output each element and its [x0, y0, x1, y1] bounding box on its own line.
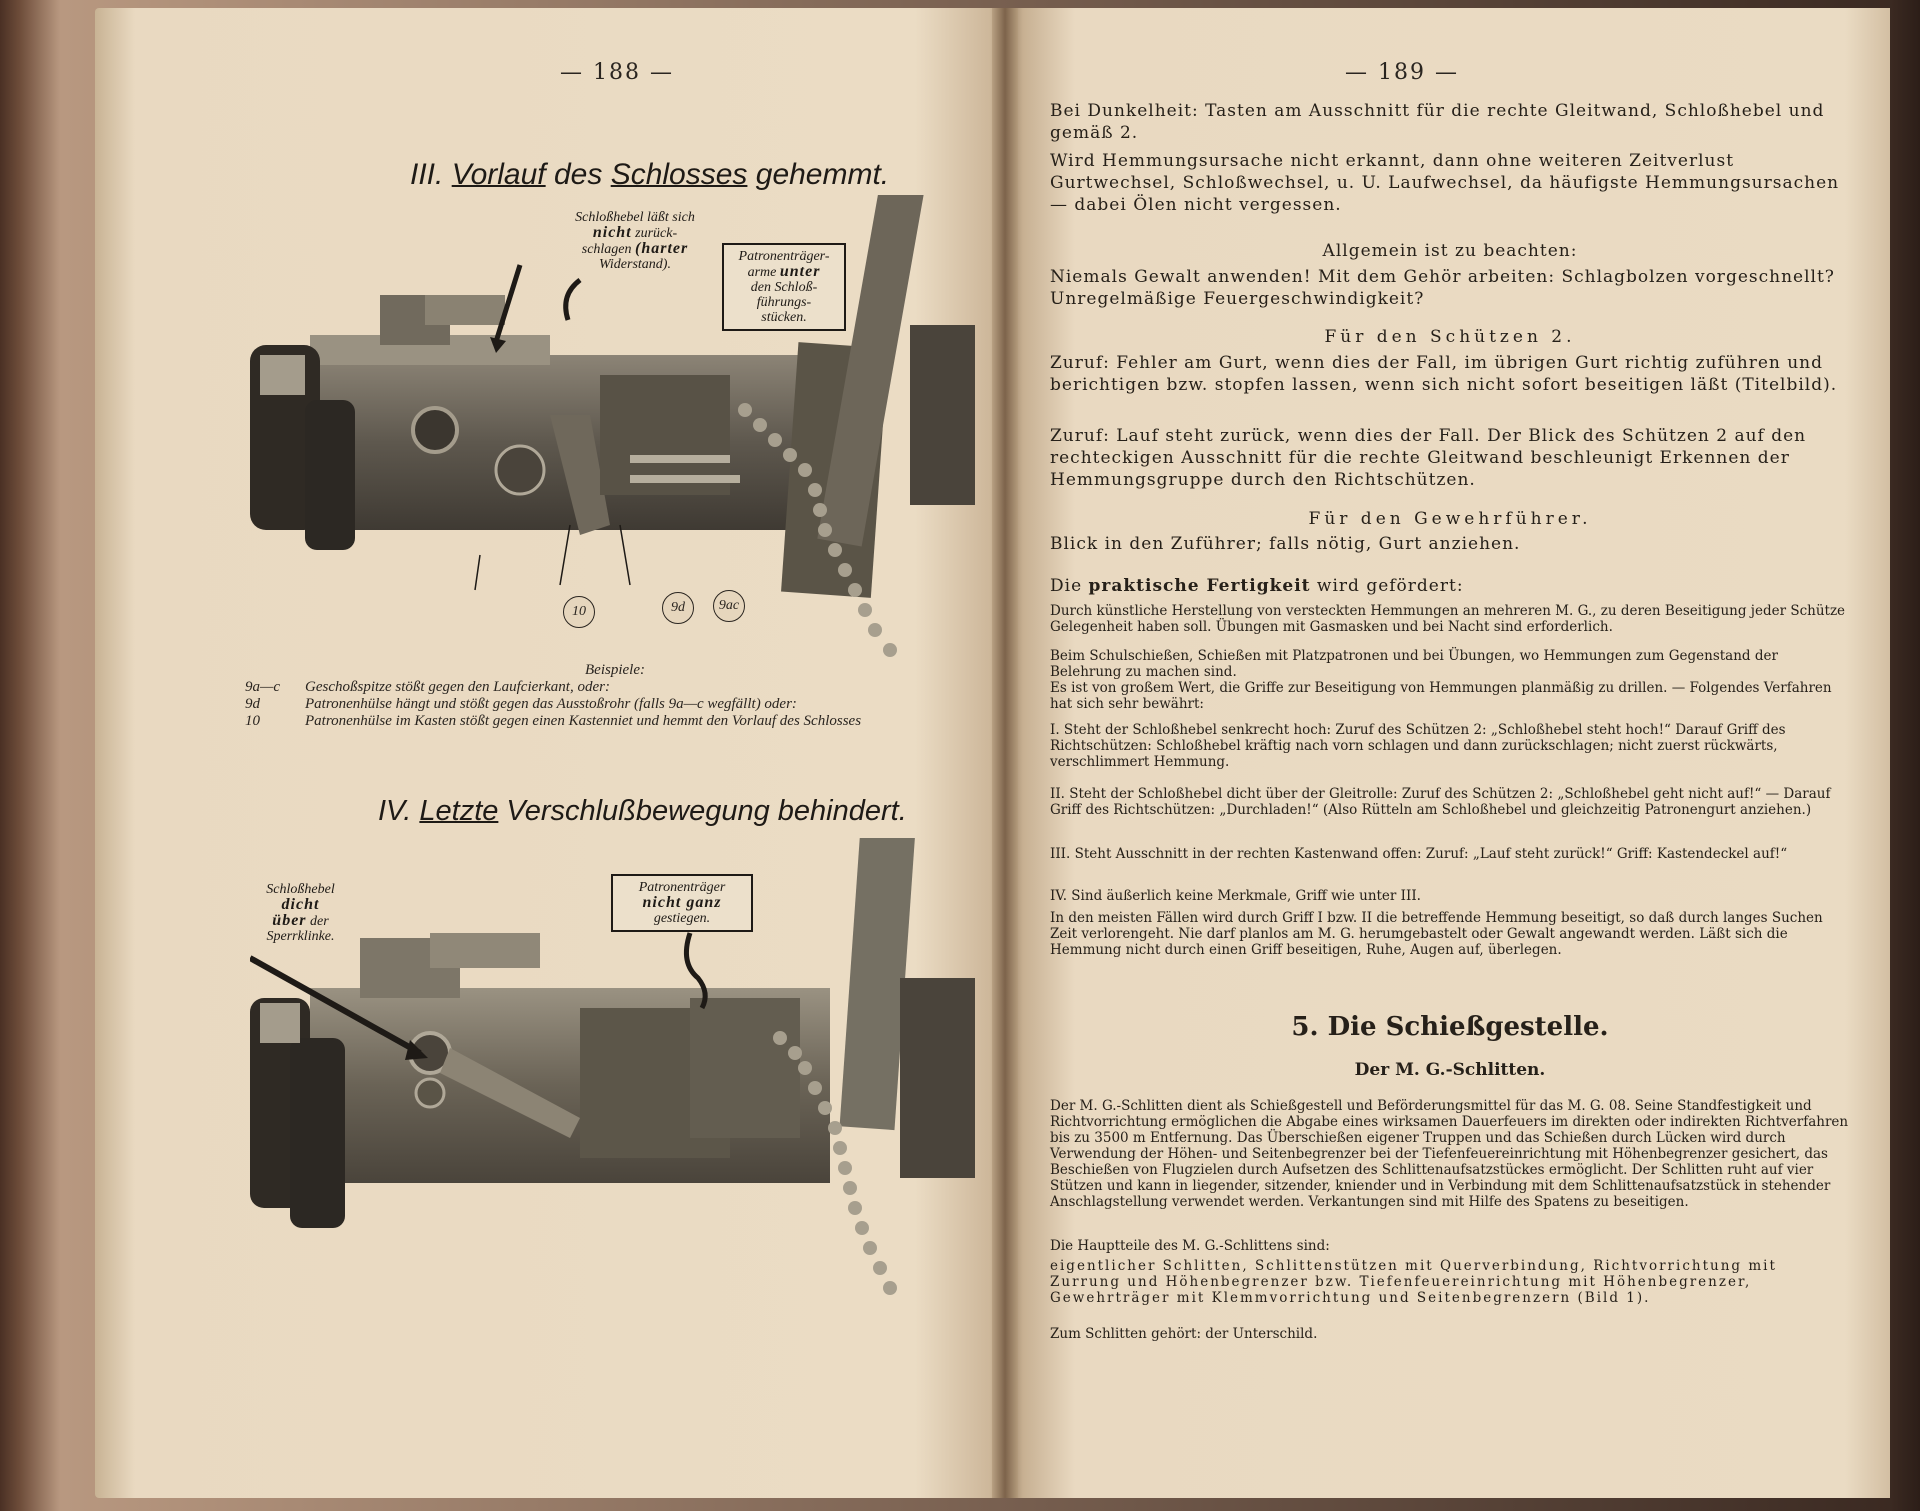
figure-marker-10: 10: [563, 596, 595, 628]
book-spine: [992, 8, 1018, 1498]
paragraph-blick-zufuehrer: Blick in den Zuführer; falls nötig, Gurt anziehen.: [1050, 534, 1521, 554]
paragraph-griff-4: IV. Sind äußerlich keine Merkmale, Griff wie unter III.: [1050, 888, 1421, 904]
paragraph-meisten-faellen: In den meisten Fällen wird durch Griff I bzw. II die betreffende Hemmung beseitigt, so daß durch langes Suchen Zeit verlorengeht. Nie darf planlos am M. G. herumgebastelt oder Gewalt angewandt werden. Läßt sich die Hemmung nicht durch einen Griff beseitigen, Ruhe, Augen auf, überlegen.: [1050, 910, 1823, 958]
figure-marker-9ac: 9ac: [713, 590, 745, 622]
paragraph-zuruf-lauf: Zuruf: Lauf steht zurück, wenn dies der Fall. Der Blick des Schützen 2 auf den rechteckigen Ausschnitt für die rechte Gleitwand beschleunigt Erkennen der Hemmungsgruppe durch den Richtschützen.: [1050, 426, 1807, 490]
paragraph-schulschiessen: Beim Schulschießen, Schießen mit Platzpatronen und bei Übungen, wo Hemmungen zum Gegenstand der Belehrung zu machen sind.: [1050, 648, 1778, 680]
heading-praktische-fertigkeit: Die praktische Fertigkeit wird gefördert:: [1050, 576, 1464, 596]
heading-gewehrfuehrer: Für den Gewehrführer.: [1308, 509, 1592, 529]
section-heading-4: IV. Letzte Verschlußbewegung behindert.: [378, 795, 907, 827]
heading-section-5: 5. Die Schießgestelle.: [1291, 1012, 1609, 1042]
examples-list: [245, 662, 861, 730]
heading-schuetze-2: Für den Schützen 2.: [1324, 327, 1576, 347]
paragraph-kuenstliche-herstellung: Durch künstliche Herstellung von versteckten Hemmungen an mehreren M. G., zu deren Beseitigung jeder Schütze Gelegenheit haben soll. Übungen mit Gasmasken und bei Nacht sind erforderlich.: [1050, 603, 1846, 635]
paragraph-dunkelheit: Bei Dunkelheit: Tasten am Ausschnitt für die rechte Gleitwand, Schloßhebel und gemäß 2.: [1050, 101, 1825, 143]
figure-marker-9d: 9d: [662, 592, 694, 624]
figure1-callout-left: Schloßhebel läßt sich nicht zurück- schlagen (harter Widerstand).: [575, 210, 695, 272]
paragraph-hauptteile: Die Hauptteile des M. G.-Schlittens sind:: [1050, 1238, 1330, 1254]
paragraph-schlitten-beschreibung: Der M. G.-Schlitten dient als Schießgestell und Beförderungsmittel für das M. G. 08. Seine Standfestigkeit und Richtvorrichtung ermöglichen die Abgabe eines wirksamen Dauerfeuers im direkten oder indirekten Richtverfahren bis zu 3500 m Entfernung. Das Überschießen eigener Truppen und das Schießen durch Lücken wird durch Verwendung der Höhen- und Seitenbegrenzer bei der Tiefenfeuereinrichtung mit Höhenbegrenzer gesichert, das Beschießen von Flugzielen durch Aufsetzen des Schlittenaufsatzstückes ermöglicht. Der Schlitten ruht auf vier Stützen und kann in liegender, sitzender, kniender und in Verbindung mit dem Schlittenaufsatzstück in stehender Anschlagstellung verwendet werden. Verkantungen sind mit Hilfe des Spatens zu beseitigen.: [1050, 1098, 1849, 1210]
example-row: 9d Patronenhülse hängt und stößt gegen das Ausstoßrohr (falls 9a—c wegfällt) oder:: [245, 696, 797, 712]
paragraph-niemals-gewalt: Niemals Gewalt anwenden! Mit dem Gehör arbeiten: Schlagbolzen vorgeschnellt? Unregelmäßige Feuergeschwindigkeit?: [1050, 267, 1835, 309]
paragraph-hemmungsursache: Wird Hemmungsursache nicht erkannt, dann ohne weiteren Zeitverlust Gurtwechsel, Schloßwechsel, u. U. Laufwechsel, da häufigste Hemmungsursachen — dabei Ölen nicht vergessen.: [1050, 151, 1840, 215]
paragraph-griff-3: III. Steht Ausschnitt in der rechten Kastenwand offen: Zuruf: „Lauf steht zurück!“ Griff: Kastendeckel auf!“: [1050, 846, 1788, 862]
paragraph-unterschild: Zum Schlitten gehört: der Unterschild.: [1050, 1326, 1318, 1342]
paragraph-griff-2: II. Steht der Schloßhebel dicht über der Gleitrolle: Zuruf des Schützen 2: „Schloßhebel geht nicht auf!“ — Darauf Griff des Richtschützen: „Durchladen!“ (Also Rütteln am Schloßhebel und gleichzeitig Patronengurt anziehen.): [1050, 786, 1831, 818]
page-number-left: — 188 —: [560, 60, 674, 85]
figure2-callout-right: Patronenträger nicht ganz gestiegen.: [611, 874, 753, 932]
page-number-right: — 189 —: [1345, 60, 1459, 85]
section-heading-3: III. Vorlauf des Schlosses gehemmt.: [410, 158, 890, 191]
examples-title: Beispiele:: [585, 662, 645, 678]
figure1-callout-right: Patronenträger- arme unter den Schloß- führungs- stücken.: [722, 243, 846, 331]
paragraph-griffe-drillen: Es ist von großem Wert, die Griffe zur Beseitigung von Hemmungen planmäßig zu drillen. — Folgendes Verfahren hat sich sehr bewährt:: [1050, 680, 1832, 712]
heading-allgemein: Allgemein ist zu beachten:: [1322, 241, 1578, 261]
paragraph-zuruf-gurt: Zuruf: Fehler am Gurt, wenn dies der Fall, im übrigen Gurt richtig zuführen und berichtigen bzw. stopfen lassen, wenn sich nicht sofort beseitigen läßt (Titelbild).: [1050, 353, 1838, 395]
paragraph-griff-1: I. Steht der Schloßhebel senkrecht hoch: Zuruf des Schützen 2: „Schloßhebel steht hoch!“ Darauf Griff des Richtschützen: Schloßhebel kräftig nach vorn schlagen und dann zurückschlagen; nicht zuerst rückwärts, verschlimmert Hemmung.: [1050, 722, 1786, 770]
example-row: 10 Patronenhülse im Kasten stößt gegen einen Kastenniet und hemmt den Vorlauf des Schlosses: [245, 713, 862, 729]
example-row: 9a—c Geschoßspitze stößt gegen den Laufcierkant, oder:: [245, 679, 610, 695]
figure2-callout-left: Schloßhebel dicht über der Sperrklinke.: [266, 882, 335, 944]
heading-mg-schlitten: Der M. G.-Schlitten.: [1354, 1060, 1546, 1080]
paragraph-hauptteile-liste: eigentlicher Schlitten, Schlittenstützen mit Querverbindung, Richtvorrichtung mit Zurrung und Höhenbegrenzer bzw. Tiefenfeuereinrichtung mit Höhenbegrenzer, Gewehrträger mit Klemmvorrichtung und Seitenbegrenzern (Bild 1).: [1050, 1258, 1777, 1306]
